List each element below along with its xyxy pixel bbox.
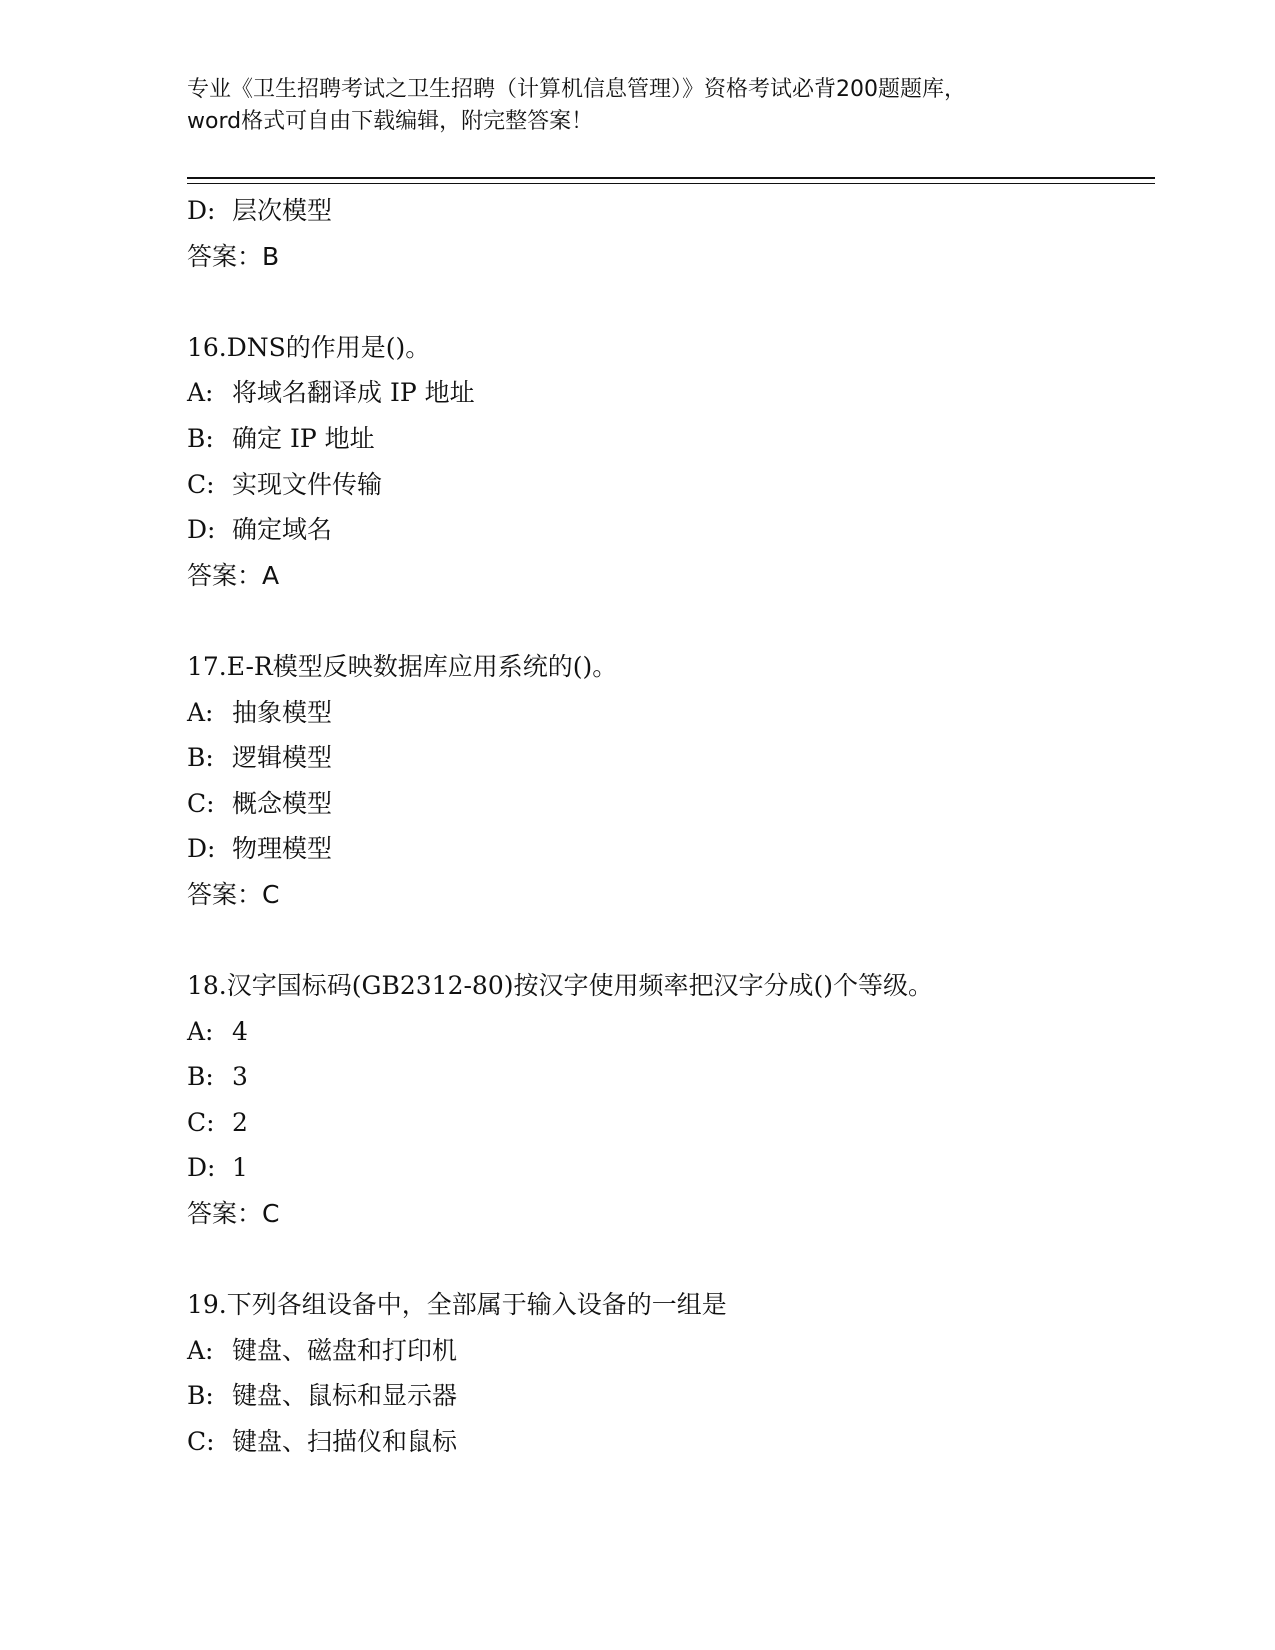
header-rule-thin xyxy=(187,183,1155,184)
option-label: C: xyxy=(187,469,215,499)
option-line xyxy=(187,735,1155,781)
option-line xyxy=(187,1419,1155,1465)
spacer xyxy=(187,598,1155,644)
option-label: B: xyxy=(187,1381,214,1411)
option-text: 逻辑模型 xyxy=(232,743,333,773)
option-label: A: xyxy=(187,1335,214,1365)
option-label: C: xyxy=(187,1107,215,1137)
option-line xyxy=(187,1145,1155,1191)
option-line xyxy=(187,1328,1155,1374)
option-label: D: xyxy=(187,834,216,864)
option-line xyxy=(187,826,1155,872)
option-line xyxy=(187,781,1155,827)
answer-line: 答案：B xyxy=(187,241,280,271)
option-label: A: xyxy=(187,1016,214,1046)
option-text: 键盘、扫描仪和鼠标 xyxy=(232,1427,458,1457)
option-label: D: xyxy=(187,196,216,225)
option-line xyxy=(187,1100,1155,1146)
option-text: 2 xyxy=(232,1107,248,1137)
option-label: A: xyxy=(187,378,214,408)
option-text: 键盘、磁盘和打印机 xyxy=(232,1335,458,1365)
option-label: C: xyxy=(187,788,215,818)
option-label: C: xyxy=(187,1427,215,1457)
page-header xyxy=(187,74,1087,138)
option-text: 确定域名 xyxy=(232,515,333,545)
spacer xyxy=(187,279,1155,325)
answer-line: 答案：C xyxy=(187,879,280,909)
answer-line: 答案：A xyxy=(187,560,280,590)
option-text: 4 xyxy=(232,1016,248,1046)
option-text: 抽象模型 xyxy=(232,697,333,727)
option-label: D: xyxy=(187,515,216,545)
spacer xyxy=(187,918,1155,964)
option-label: D: xyxy=(187,1153,216,1183)
option-label: B: xyxy=(187,1062,214,1092)
option-label: B: xyxy=(187,743,214,773)
option-line xyxy=(187,1054,1155,1100)
question-stem: 19.下列各组设备中，全部属于输入设备的一组是 xyxy=(187,1290,727,1320)
question-stem: 18.汉字国标码(GB2312-80)按汉字使用频率把汉字分成()个等级。 xyxy=(187,971,933,1001)
option-text: 物理模型 xyxy=(232,834,333,864)
option-text: 确定 IP 地址 xyxy=(232,423,375,453)
option-text: 3 xyxy=(232,1062,248,1092)
answer-line: 答案：C xyxy=(187,1199,280,1229)
question-stem: 16.DNS的作用是()。 xyxy=(187,332,431,362)
option-line xyxy=(187,1373,1155,1419)
option-line xyxy=(187,690,1155,736)
option-label: A: xyxy=(187,697,214,727)
option-line xyxy=(187,188,1155,234)
question-list xyxy=(187,188,1155,1465)
option-text: 实现文件传输 xyxy=(232,469,383,499)
header-rule-thick xyxy=(187,177,1155,179)
spacer xyxy=(187,1237,1155,1283)
header-line-1: 专业《卫生招聘考试之卫生招聘（计算机信息管理）》资格考试必背200题题库， xyxy=(187,77,966,102)
option-text: 概念模型 xyxy=(232,788,333,818)
header-line-2: word格式可自由下载编辑，附完整答案！ xyxy=(187,109,594,134)
option-text: 键盘、鼠标和显示器 xyxy=(232,1381,458,1411)
option-line xyxy=(187,416,1155,462)
option-line xyxy=(187,507,1155,553)
option-label: B: xyxy=(187,423,214,453)
option-text: 将域名翻译成 IP 地址 xyxy=(232,378,475,408)
question-stem: 17.E-R模型反映数据库应用系统的()。 xyxy=(187,651,618,681)
option-line xyxy=(187,1009,1155,1055)
option-line xyxy=(187,370,1155,416)
option-line xyxy=(187,462,1155,508)
option-text: 1 xyxy=(232,1153,248,1183)
option-text: 层次模型 xyxy=(232,196,333,225)
